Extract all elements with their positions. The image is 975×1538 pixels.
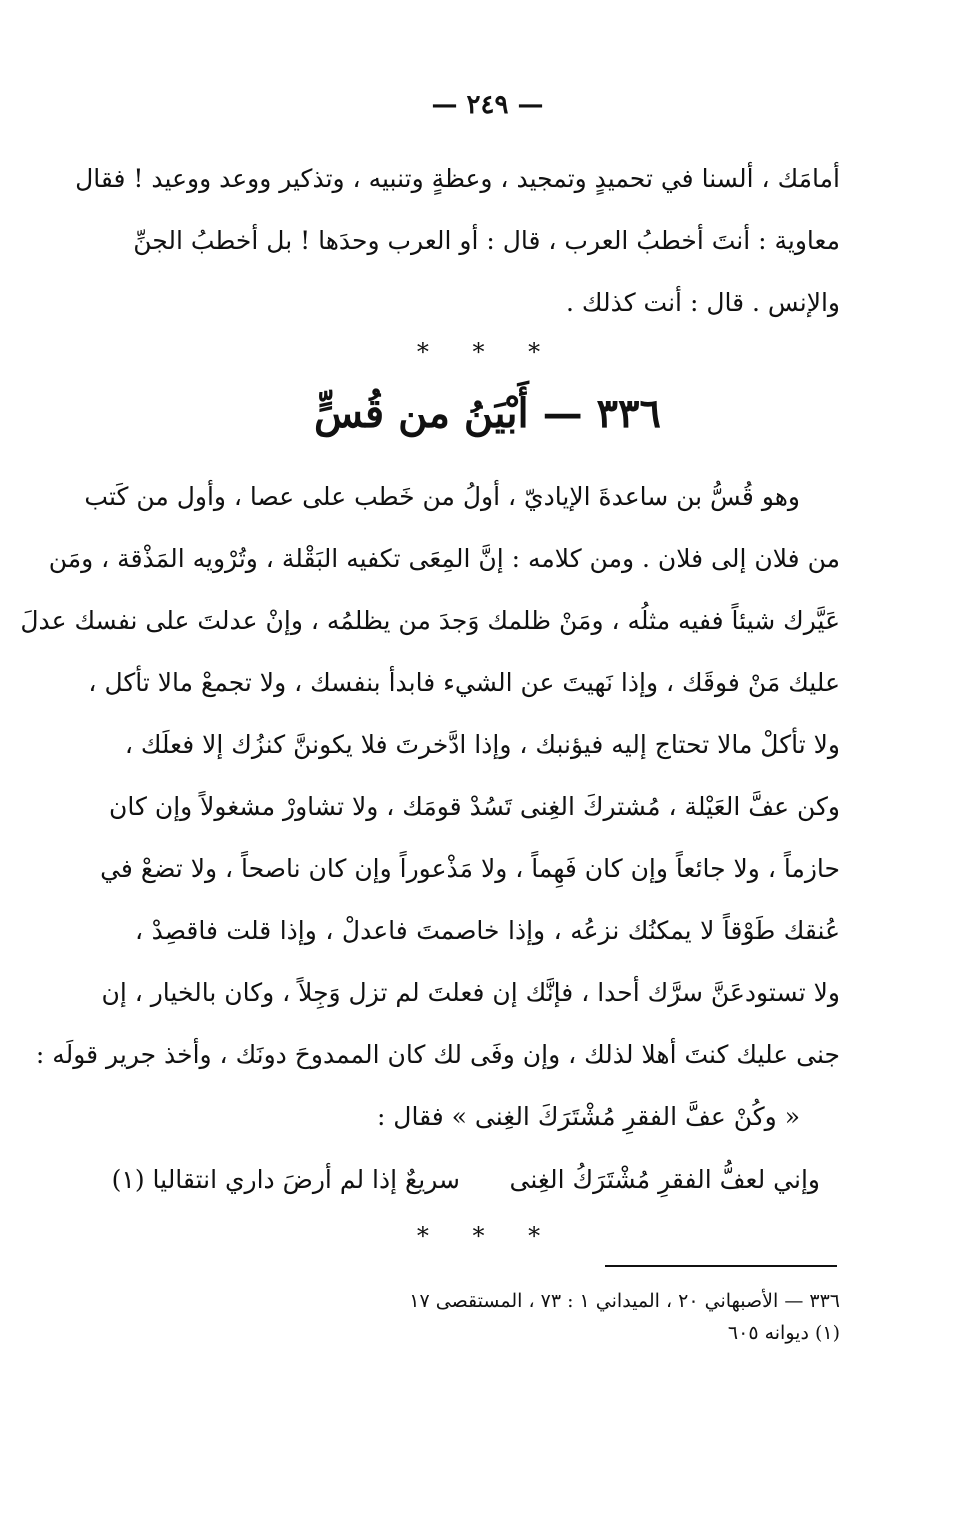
separator-top: * * *: [416, 338, 559, 366]
body-line: وهو قُسُّ بن ساعدةَ الإياديّ ، أولُ من خَطب على عصا ، وأول من كَتب: [84, 482, 800, 511]
body-line: عليك مَنْ فوقَك ، وإذا نَهيتَ عن الشيء فابدأ بنفسك ، ولا تجمعْ مالا تأكل ،: [88, 668, 840, 697]
body-line: عَيَّرك شيئاً ففيه مثلُه ، ومَنْ ظلمك وَجدَ من يظلمُه ، وإنْ عدلتَ على نفسك عدلَ: [20, 606, 840, 635]
body-line: عُنقك طَوْقاً لا يمكنُك نزعُه ، وإذا خاصمتَ فاعدلْ ، وإذا قلت فاقصِدْ ،: [135, 916, 840, 945]
separator-bottom: * * *: [416, 1222, 559, 1250]
verse-hemistich-second: سريعٌ إذا لم أرضَ داري انتقاليا (١): [111, 1165, 460, 1194]
body-line: جنى عليك كنتَ أهلا لذلك ، وإن وفَى لك كان الممدوحَ دونَك ، وأخذ جرير قولَه :: [35, 1040, 840, 1069]
intro-paragraph: [75, 148, 840, 334]
footnotes: [300, 1285, 840, 1349]
body-line: من فلان إلى فلان . ومن كلامه : إنَّ المِعَى تكفيه البَقْلة ، وتُرْويه المَذْقة ، ومَن: [48, 544, 840, 573]
footnote-divider: [605, 1265, 837, 1267]
body-line: « وكُنْ عفَّ الفقرِ مُشْتَرَكَ الغِنى » فقال :: [376, 1102, 800, 1131]
body-line: حازماً ، ولا جائعاً وإن كان فَهِماً ، ولا مَذْعوراً وإن كان ناصحاً ، ولا تضعْ في: [100, 854, 840, 883]
body-line: ولا تستودعَنَّ سرَّك أحدا ، فإنَّك إن فعلتَ لم تزل وَجِلاً ، وكان بالخيار ، إن: [101, 978, 840, 1007]
verse-hemistich-first: وإني لعفُّ الفقرِ مُشْتَرَكُ الغِنى: [509, 1165, 820, 1194]
intro-line: أمامَك ، ألسنا في تحميدٍ وتمجيد ، وعظةٍ وتنبيه ، وتذكير ووعد ووعيد ! فقال: [75, 164, 840, 193]
body-line: وكن عفَّ العَيْلة ، مُشتركَ الغِنى تَسُدْ قومَك ، ولا تشاورْ مشغولاً وإن كان: [109, 792, 840, 821]
footnote-1: (١) ديوانه ٦٠٥: [727, 1322, 840, 1344]
section-heading: ٣٣٦ — أَبْيَنُ من قُسٍّ: [314, 390, 661, 437]
page-number: — ٢٤٩ —: [431, 90, 544, 120]
body-line: ولا تأكلْ مالا تحتاج إليه فيؤنبك ، وإذا ادَّخرتَ فلا يكوننَّ كنزُك إلا فعلَك ،: [124, 730, 840, 759]
body-paragraph: [20, 466, 840, 1148]
poetry-verse: [111, 1150, 840, 1210]
intro-line: معاوية : أنتَ أخطبُ العرب ، قال : أو العرب وحدَها ! بل أخطبُ الجنِّ: [133, 226, 840, 255]
footnote-source: ٣٣٦ — الأصبهاني ٢٠ ، الميداني ١ : ٧٣ ، المستقصى ١٧: [409, 1290, 840, 1312]
intro-line: والإنس . قال : أنت كذلك .: [566, 288, 840, 317]
